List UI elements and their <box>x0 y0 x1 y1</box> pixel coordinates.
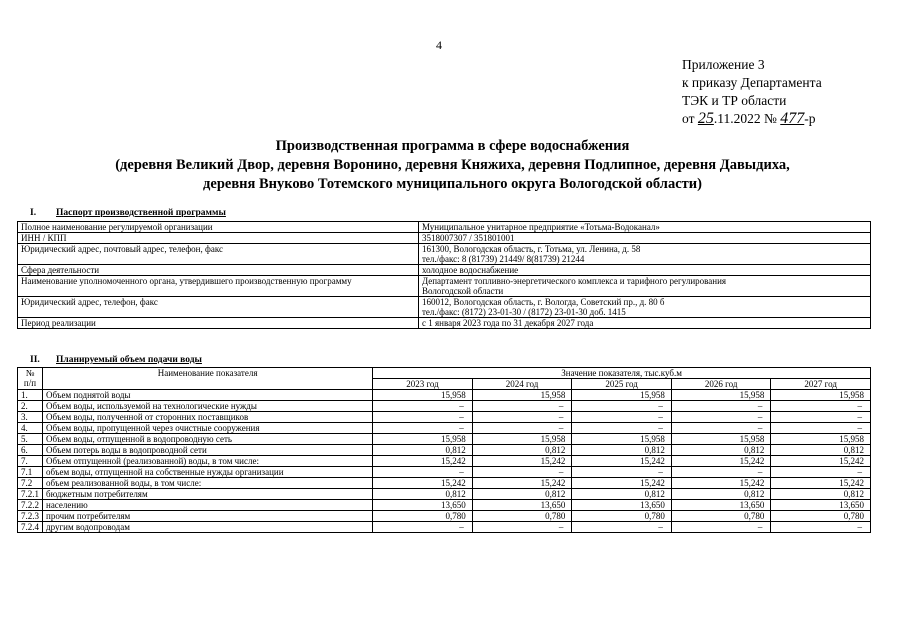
section-1-title: Паспорт производственной программы <box>56 208 226 218</box>
row-value: 15,242 <box>472 478 572 489</box>
row-value: – <box>671 412 771 423</box>
row-value: – <box>572 412 672 423</box>
appendix-line-3: ТЭК и ТР области <box>682 93 787 108</box>
row-value: 15,242 <box>671 478 771 489</box>
row-value: 15,242 <box>771 456 871 467</box>
row-value: – <box>572 423 672 434</box>
passport-value <box>419 276 871 297</box>
row-value: – <box>373 467 473 478</box>
row-value: 15,958 <box>671 390 771 401</box>
row-value: 15,958 <box>472 390 572 401</box>
row-number: 2. <box>18 401 43 412</box>
section-1-heading <box>30 208 226 218</box>
row-value: – <box>771 522 871 533</box>
passport-label: Период реализации <box>18 318 419 329</box>
row-number: 3. <box>18 412 43 423</box>
passport-label: ИНН / КПП <box>18 233 419 244</box>
section-1-number: I. <box>30 208 37 218</box>
header-name: Наименование показателя <box>43 368 373 390</box>
row-value: 0,780 <box>373 511 473 522</box>
row-value: – <box>671 467 771 478</box>
row-value: 15,958 <box>572 434 672 445</box>
row-name: объем воды, отпущенной на собственные нужды организации <box>43 467 373 478</box>
passport-value <box>419 297 871 318</box>
passport-label: Юридический адрес, почтовый адрес, телефон, факс <box>18 244 419 265</box>
row-value: 15,242 <box>572 456 672 467</box>
row-value: 13,650 <box>771 500 871 511</box>
row-name: Объем воды, отпущенной в водопроводную сеть <box>43 434 373 445</box>
passport-label: Сфера деятельности <box>18 265 419 276</box>
passport-value-line: 3518007307 / 351801001 <box>422 233 515 243</box>
row-value: 0,812 <box>472 489 572 500</box>
row-value: 13,650 <box>472 500 572 511</box>
section-2-heading <box>30 355 202 365</box>
table-row <box>18 500 871 511</box>
row-value: 15,958 <box>373 390 473 401</box>
passport-value-line-2: тел./факс: 8 (81739) 21449/ 8(81739) 21244 <box>422 254 585 264</box>
row-name: бюджетным потребителям <box>43 489 373 500</box>
table-row <box>18 522 871 533</box>
row-number: 7.2.2 <box>18 500 43 511</box>
table-row <box>18 434 871 445</box>
document-title <box>0 137 905 194</box>
passport-value <box>419 244 871 265</box>
row-value: – <box>572 522 672 533</box>
row-value: 0,812 <box>373 445 473 456</box>
header-year: 2026 год <box>671 379 771 390</box>
appendix-suffix: -р <box>804 111 816 126</box>
passport-value-line-2: Вологодской области <box>422 286 504 296</box>
passport-row <box>18 318 871 329</box>
header-num-cell <box>18 368 43 390</box>
row-name: объем реализованной воды, в том числе: <box>43 478 373 489</box>
passport-label: Юридический адрес, телефон, факс <box>18 297 419 318</box>
row-value: 0,812 <box>572 445 672 456</box>
page-number: 4 <box>436 38 442 52</box>
title-line-2: (деревня Великий Двор, деревня Воронино, деревня Княжиха, деревня Подлипное, деревня Давыдиха, <box>115 157 790 173</box>
row-value: 0,812 <box>472 445 572 456</box>
appendix-line-4 <box>682 110 822 128</box>
passport-value <box>419 318 871 329</box>
row-value: – <box>771 423 871 434</box>
header-year: 2023 год <box>373 379 473 390</box>
row-value: 0,812 <box>572 489 672 500</box>
appendix-month-year: .11.2022 № <box>713 111 777 126</box>
appendix-line-2: к приказу Департамента <box>682 75 822 90</box>
passport-label: Наименование уполномоченного органа, утвердившего производственную программу <box>18 276 419 297</box>
row-value: – <box>671 401 771 412</box>
row-name: Объем воды, полученной от сторонних поставщиков <box>43 412 373 423</box>
title-line-1: Производственная программа в сфере водоснабжения <box>275 138 630 154</box>
section-2-title: Планируемый объем подачи воды <box>56 355 202 365</box>
table-row <box>18 489 871 500</box>
passport-value-line: 161300, Вологодская область, г. Тотьма, ул. Ленина, д. 58 <box>422 244 641 254</box>
passport-value-line: Муниципальное унитарное предприятие «Тотьма-Водоканал» <box>422 222 660 232</box>
appendix-block <box>682 56 822 128</box>
table-row <box>18 390 871 401</box>
row-value: 0,780 <box>572 511 672 522</box>
row-number: 7.2.4 <box>18 522 43 533</box>
row-value: 15,958 <box>771 434 871 445</box>
row-number: 7. <box>18 456 43 467</box>
row-name: Объем воды, пропущенной через очистные сооружения <box>43 423 373 434</box>
row-name: прочим потребителям <box>43 511 373 522</box>
appendix-line-1: Приложение 3 <box>682 57 765 72</box>
table-row <box>18 401 871 412</box>
row-value: 0,780 <box>671 511 771 522</box>
header-value: Значение показателя, тыс.куб.м <box>373 368 871 379</box>
passport-value-line: 160012, Вологодская область, г. Вологда, Советский пр., д. 80 б <box>422 297 665 307</box>
row-number: 7.2.3 <box>18 511 43 522</box>
row-number: 6. <box>18 445 43 456</box>
row-value: 0,780 <box>771 511 871 522</box>
row-value: – <box>572 401 672 412</box>
passport-row <box>18 276 871 297</box>
passport-row <box>18 233 871 244</box>
section-2-number: II. <box>30 355 40 365</box>
row-value: 15,958 <box>671 434 771 445</box>
row-value: 15,958 <box>373 434 473 445</box>
passport-value <box>419 233 871 244</box>
row-value: 0,812 <box>671 445 771 456</box>
row-name: другим водопроводам <box>43 522 373 533</box>
table-row <box>18 467 871 478</box>
row-value: 15,242 <box>572 478 672 489</box>
table-row <box>18 478 871 489</box>
volumes-table <box>17 367 871 533</box>
row-number: 7.2 <box>18 478 43 489</box>
row-name: Объем воды, используемой на технологические нужды <box>43 401 373 412</box>
table-row <box>18 511 871 522</box>
row-number: 5. <box>18 434 43 445</box>
row-name: Объем потерь воды в водопроводной сети <box>43 445 373 456</box>
passport-value-line: Департамент топливно-энергетического комплекса и тарифного регулирования <box>422 276 727 286</box>
row-value: 0,812 <box>671 489 771 500</box>
passport-row <box>18 265 871 276</box>
passport-value <box>419 222 871 233</box>
row-value: 15,958 <box>572 390 672 401</box>
row-value: – <box>472 412 572 423</box>
passport-label: Полное наименование регулируемой организации <box>18 222 419 233</box>
row-number: 1. <box>18 390 43 401</box>
row-value: – <box>771 467 871 478</box>
row-value: 15,242 <box>373 478 473 489</box>
appendix-date-prefix: от <box>682 111 695 126</box>
row-value: 15,242 <box>373 456 473 467</box>
header-num: № <box>25 368 35 378</box>
table-row <box>18 423 871 434</box>
appendix-order-number: 477 <box>780 110 805 127</box>
row-value: – <box>771 412 871 423</box>
passport-value <box>419 265 871 276</box>
row-name: Объем поднятой воды <box>43 390 373 401</box>
header-num-2: п/п <box>23 378 37 388</box>
header-year: 2024 год <box>472 379 572 390</box>
passport-row <box>18 297 871 318</box>
row-value: 0,812 <box>771 489 871 500</box>
row-value: 15,242 <box>472 456 572 467</box>
row-value: – <box>671 522 771 533</box>
row-number: 4. <box>18 423 43 434</box>
row-value: 0,812 <box>373 489 473 500</box>
row-value: – <box>373 522 473 533</box>
row-value: – <box>472 522 572 533</box>
passport-row <box>18 222 871 233</box>
row-number: 7.2.1 <box>18 489 43 500</box>
row-value: – <box>671 423 771 434</box>
title-line-3: деревня Внуково Тотемского муниципального округа Вологодской области) <box>203 176 702 192</box>
row-number: 7.1 <box>18 467 43 478</box>
row-value: 0,780 <box>472 511 572 522</box>
row-value: – <box>771 401 871 412</box>
row-value: – <box>373 423 473 434</box>
passport-value-line-2: тел./факс: (8172) 23-01-30 / (8172) 23-01-30 доб. 1415 <box>422 307 626 317</box>
row-value: – <box>373 401 473 412</box>
row-value: 15,242 <box>771 478 871 489</box>
row-value: 15,958 <box>472 434 572 445</box>
appendix-day: 25 <box>697 110 714 127</box>
row-value: 13,650 <box>671 500 771 511</box>
row-value: 13,650 <box>373 500 473 511</box>
row-value: 15,242 <box>671 456 771 467</box>
row-value: 13,650 <box>572 500 672 511</box>
header-year: 2027 год <box>771 379 871 390</box>
row-name: населению <box>43 500 373 511</box>
row-name: Объем отпущенной (реализованной) воды, в том числе: <box>43 456 373 467</box>
row-value: 0,812 <box>771 445 871 456</box>
passport-row <box>18 244 871 265</box>
passport-table <box>17 221 871 329</box>
row-value: – <box>373 412 473 423</box>
row-value: – <box>472 423 572 434</box>
row-value: 15,958 <box>771 390 871 401</box>
row-value: – <box>472 467 572 478</box>
table-row <box>18 456 871 467</box>
table-row <box>18 412 871 423</box>
row-value: – <box>572 467 672 478</box>
header-year: 2025 год <box>572 379 672 390</box>
row-value: – <box>472 401 572 412</box>
passport-value-line: холодное водоснабжение <box>422 265 519 275</box>
passport-value-line: с 1 января 2023 года по 31 декабря 2027 года <box>422 318 594 328</box>
table-row <box>18 445 871 456</box>
